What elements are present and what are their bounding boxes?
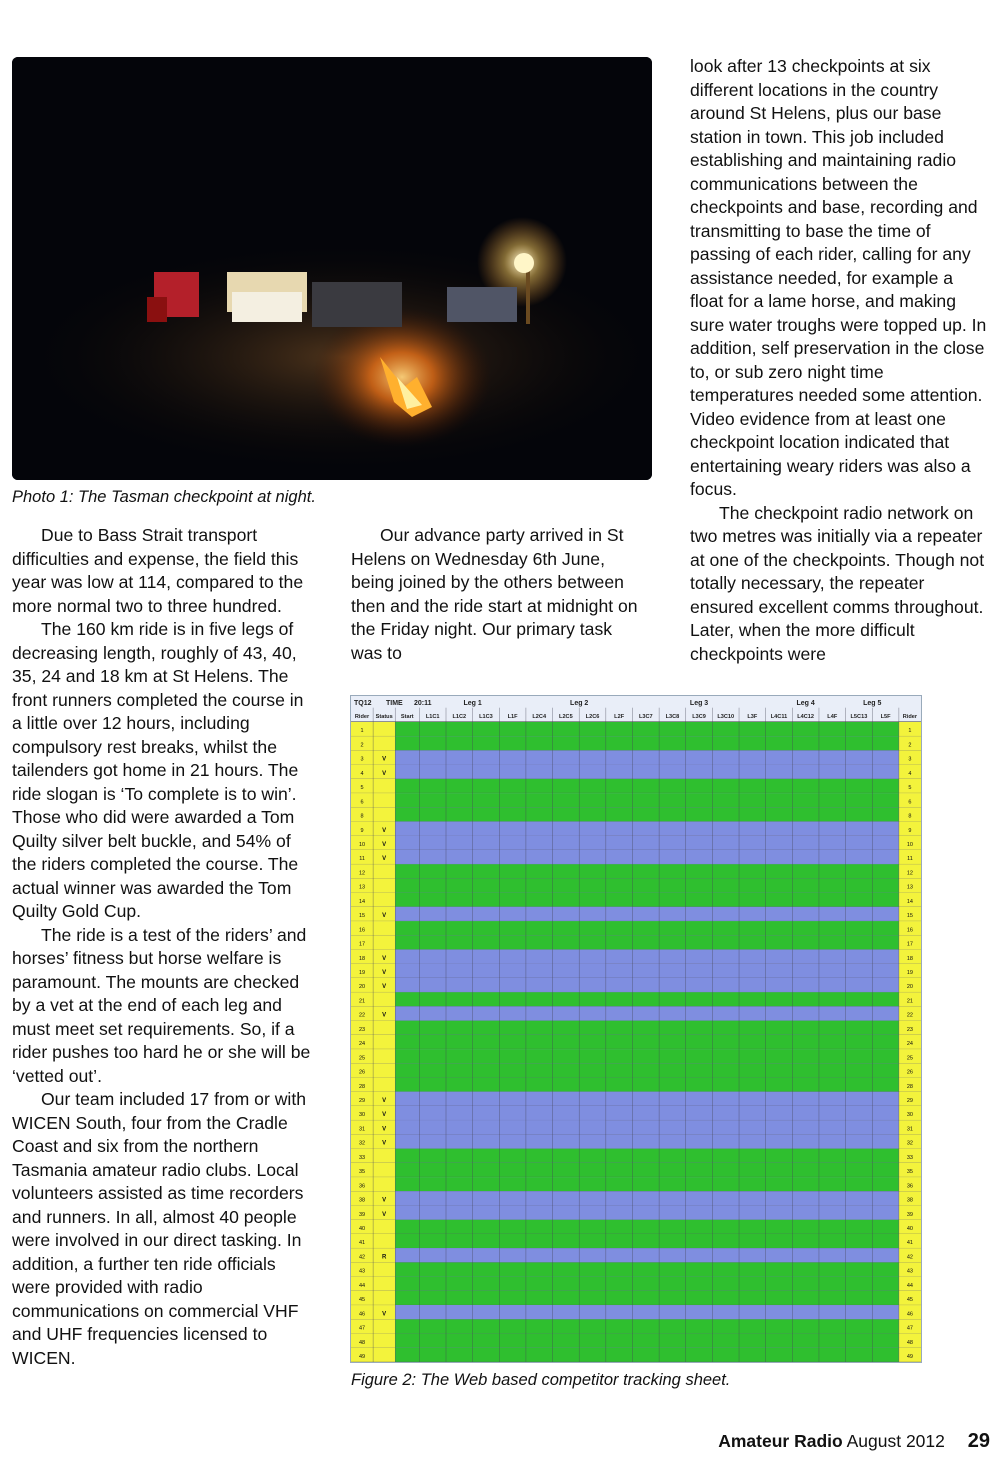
rider-status: V	[382, 770, 387, 777]
paragraph: Our advance party arrived in St Helens on Wednesday 6th June, being joined by the others between then and the ride start at midnight on the Friday night. Our primary task was to	[351, 525, 638, 663]
rider-number: 19	[358, 970, 366, 977]
rider-number: 23	[358, 1026, 366, 1033]
rider-number: 1	[360, 728, 364, 735]
column-header: L2C6	[585, 714, 600, 720]
rider-number: 41	[906, 1240, 914, 1247]
row-progress-fill	[395, 779, 899, 793]
column-header: L3C10	[717, 714, 735, 720]
row-progress-fill	[395, 793, 899, 807]
left-column	[12, 524, 316, 1370]
rider-status: V	[382, 1098, 387, 1105]
rider-status: V	[382, 756, 387, 763]
rider-number: 24	[358, 1041, 366, 1048]
rider-number: 41	[358, 1240, 366, 1247]
rider-status: V	[382, 1197, 387, 1204]
rider-status: V	[382, 1112, 387, 1119]
rider-status: V	[382, 827, 387, 834]
magazine-name: Amateur Radio	[718, 1431, 843, 1451]
row-progress-fill	[395, 1334, 899, 1348]
rider-number: 3	[360, 756, 364, 763]
rider-number: 2	[908, 742, 912, 749]
row-progress-fill	[395, 1134, 526, 1148]
rider-number: 21	[358, 998, 366, 1005]
rider-number: 42	[906, 1254, 914, 1261]
photo-caption: Photo 1: The Tasman checkpoint at night.	[12, 488, 316, 506]
rider-number: 26	[906, 1069, 914, 1076]
rider-number: 49	[906, 1354, 914, 1361]
rider-number: 13	[358, 884, 366, 891]
row-progress-fill	[395, 807, 899, 821]
rider-number: 32	[358, 1140, 366, 1147]
row-progress-fill	[395, 750, 499, 764]
rider-number: 16	[906, 927, 914, 934]
issue-date: August 2012	[846, 1431, 945, 1451]
rider-status: V	[382, 842, 387, 849]
rider-number: 31	[906, 1126, 914, 1133]
rider-status: V	[382, 955, 387, 962]
rider-number: 25	[358, 1055, 366, 1062]
row-progress-fill	[395, 978, 446, 992]
rider-number: 24	[906, 1041, 914, 1048]
rider-status: R	[382, 1254, 387, 1261]
leg-label: Leg 1	[463, 700, 482, 707]
rider-number: 11	[359, 856, 365, 863]
row-progress-fill	[395, 1120, 606, 1134]
rider-number: 12	[906, 870, 914, 877]
rider-number: 49	[358, 1354, 366, 1361]
rider-number: 40	[906, 1226, 914, 1233]
row-progress-fill	[395, 836, 606, 850]
row-progress-fill	[395, 1006, 606, 1020]
column-header: L3C7	[638, 714, 653, 720]
row-progress-fill	[395, 893, 899, 907]
column-header: L3C9	[692, 714, 706, 720]
column-header: L1C2	[452, 714, 467, 720]
rider-number: 8	[908, 813, 912, 820]
rider-status: V	[382, 1211, 387, 1218]
rider-number: 22	[358, 1012, 366, 1019]
column-header: L4F	[827, 714, 838, 720]
rider-status: V	[382, 856, 387, 863]
rider-number: 9	[908, 827, 912, 834]
column-header: L5F	[880, 714, 891, 720]
rider-number: 48	[358, 1339, 366, 1346]
rider-number: 38	[906, 1197, 914, 1204]
row-progress-fill	[395, 1291, 899, 1305]
row-progress-fill	[395, 964, 606, 978]
rider-number: 17	[358, 941, 366, 948]
row-progress-fill	[395, 1234, 899, 1248]
column-header: L1C1	[425, 714, 440, 720]
rider-number: 45	[906, 1297, 914, 1304]
rider-number: 15	[906, 913, 914, 920]
row-progress-fill	[395, 1092, 765, 1106]
row-progress-fill	[395, 1220, 899, 1234]
row-progress-fill	[395, 822, 606, 836]
rider-number: 21	[906, 998, 914, 1005]
rider-number: 36	[358, 1183, 366, 1190]
row-progress-fill	[395, 722, 899, 736]
column-header: L3C8	[665, 714, 680, 720]
page-number: 29	[967, 1430, 990, 1452]
rider-number: 47	[906, 1325, 914, 1332]
rider-number: 39	[906, 1211, 914, 1218]
row-progress-fill	[395, 1305, 579, 1319]
rider-status: V	[382, 1126, 387, 1133]
rider-number: 22	[906, 1012, 914, 1019]
rider-number: 2	[360, 742, 364, 749]
leg-label: Leg 2	[570, 700, 589, 707]
rider-number: 30	[358, 1112, 366, 1119]
column-header: L5C13	[850, 714, 868, 720]
rider-number: 10	[906, 842, 914, 849]
row-progress-fill	[395, 1021, 899, 1035]
rider-number: 31	[358, 1126, 366, 1133]
rider-number: 35	[358, 1169, 366, 1176]
rider-status: V	[382, 1140, 387, 1147]
leg-label: Leg 4	[796, 700, 815, 707]
rider-number: 8	[360, 813, 364, 820]
rider-number: 30	[906, 1112, 914, 1119]
rider-number: 42	[358, 1254, 366, 1261]
rider-number: 35	[906, 1169, 914, 1176]
row-progress-fill	[395, 1078, 899, 1092]
rider-number: 14	[906, 898, 914, 905]
header-title-text: TIME	[386, 700, 403, 707]
rider-number: 15	[358, 913, 366, 920]
rider-number: 36	[906, 1183, 914, 1190]
column-header: L1C3	[479, 714, 493, 720]
column-header: Rider	[902, 714, 918, 720]
rider-number: 45	[358, 1297, 366, 1304]
rider-status: V	[382, 1311, 387, 1318]
column-header: L4C11	[770, 714, 788, 720]
rider-number: 20	[358, 984, 366, 991]
row-progress-fill	[395, 992, 899, 1006]
upper-right-column	[690, 55, 990, 666]
rider-number: 29	[906, 1098, 914, 1105]
page-footer	[718, 1430, 990, 1452]
rider-number: 5	[908, 785, 912, 792]
rider-number: 39	[358, 1211, 366, 1218]
night-checkpoint-photo	[12, 57, 652, 480]
column-header: Start	[400, 714, 414, 720]
column-header: Rider	[354, 714, 370, 720]
row-progress-fill	[395, 1063, 899, 1077]
rider-number: 11	[907, 856, 913, 863]
rider-number: 43	[358, 1268, 366, 1275]
rider-number: 28	[358, 1083, 366, 1090]
row-progress-fill	[395, 950, 526, 964]
column-header: L2F	[614, 714, 625, 720]
row-progress-fill	[395, 1191, 552, 1205]
row-progress-fill	[395, 907, 632, 921]
rider-number: 16	[358, 927, 366, 934]
row-progress-fill	[395, 1149, 899, 1163]
rider-number: 33	[358, 1154, 366, 1161]
tracking-sheet-figure	[350, 695, 922, 1363]
rider-number: 6	[908, 799, 912, 806]
rider-number: 29	[358, 1098, 366, 1105]
rider-number: 40	[358, 1226, 366, 1233]
row-progress-fill	[395, 878, 899, 892]
header-title-text: 20:11	[414, 700, 432, 707]
row-progress-fill	[395, 1277, 899, 1291]
row-bg	[395, 978, 899, 992]
row-progress-fill	[395, 935, 899, 949]
rider-number: 17	[906, 941, 914, 948]
rider-status: V	[382, 913, 387, 920]
column-header: L2C5	[559, 714, 573, 720]
row-progress-fill	[395, 850, 845, 864]
row-progress-fill	[395, 1262, 899, 1276]
paragraph: The ride is a test of the riders’ and horses’ fitness but horse welfare is paramount. The mounts are checked by a vet at the end of each leg and must meet set requirements. So, if a rider pushes too hard he or she will be ‘vetted out’.	[12, 924, 311, 1086]
tracking-sheet-table	[351, 696, 921, 1362]
row-progress-fill	[395, 765, 792, 779]
rider-number: 47	[358, 1325, 366, 1332]
rider-number: 10	[358, 842, 366, 849]
row-progress-fill	[395, 1319, 899, 1333]
rider-number: 26	[358, 1069, 366, 1076]
row-progress-fill	[395, 1035, 899, 1049]
header-title-text: TQ12	[354, 700, 372, 707]
rider-number: 48	[906, 1339, 914, 1346]
rider-number: 14	[358, 898, 366, 905]
rider-number: 4	[908, 770, 912, 777]
paragraph: The 160 km ride is in five legs of decreasing length, roughly of 43, 40, 35, 24 and 18 km at St Helens. The front runners completed the course in a little over 12 hours, including compulsory rest breaks, whilst the tailenders got home in 21 hours. The ride slogan is ‘To complete is to win’. Those who did were awarded a Tom Quilty silver belt buckle, and 54% of the riders completed the course. The actual winner was awarded the Tom Quilty Gold Cup.	[12, 619, 304, 921]
figure-caption: Figure 2: The Web based competitor tracking sheet.	[351, 1371, 731, 1389]
rider-number: 20	[906, 984, 914, 991]
column-header: L1F	[507, 714, 518, 720]
rider-number: 38	[358, 1197, 366, 1204]
column-header: L4C12	[797, 714, 815, 720]
row-progress-fill	[395, 1049, 899, 1063]
rider-number: 18	[358, 955, 366, 962]
row-progress-fill	[395, 1106, 845, 1120]
row-progress-fill	[395, 1163, 899, 1177]
rider-number: 32	[906, 1140, 914, 1147]
row-progress-fill	[395, 921, 899, 935]
rider-number: 6	[360, 799, 364, 806]
rider-number: 28	[906, 1083, 914, 1090]
rider-number: 4	[360, 770, 364, 777]
rider-number: 46	[358, 1311, 366, 1318]
rider-number: 13	[906, 884, 914, 891]
rider-number: 19	[906, 970, 914, 977]
middle-column	[351, 524, 641, 665]
leg-label: Leg 5	[863, 700, 882, 707]
rider-number: 9	[360, 827, 364, 834]
rider-number: 25	[906, 1055, 914, 1062]
row-progress-fill	[395, 1177, 899, 1191]
leg-label: Leg 3	[689, 700, 709, 707]
column-header: Status	[375, 714, 393, 720]
row-progress-fill	[395, 1348, 899, 1362]
paragraph: Our team included 17 from or with WICEN South, four from the Cradle Coast and six from the northern Tasmania amateur radio clubs. Local volunteers assisted as time recorders and runners. In all, almost 40 people were involved in our direct tasking. In addition, a further ten ride officials were provided with radio communications on commercial VHF and UHF frequencies licensed to WICEN.	[12, 1089, 306, 1368]
rider-number: 1	[908, 728, 912, 735]
rider-number: 33	[906, 1154, 914, 1161]
column-header: L3F	[747, 714, 758, 720]
row-progress-fill	[395, 1248, 499, 1262]
paragraph: The checkpoint radio network on two metres was initially via a repeater at one of the checkpoints. Though not totally necessary, the repeater ensured excellent comms throughout. Later, when the more difficult checkpoints were	[690, 502, 985, 664]
rider-number: 3	[908, 756, 912, 763]
rider-status: V	[382, 970, 387, 977]
rider-number: 43	[906, 1268, 914, 1275]
paragraph: Due to Bass Strait transport difficulties and expense, the field this year was low at 114, compared to the more normal two to three hundred.	[12, 525, 304, 616]
rider-number: 12	[358, 870, 366, 877]
rider-number: 44	[358, 1282, 366, 1289]
rider-number: 18	[906, 955, 914, 962]
rider-status: V	[382, 984, 387, 991]
row-progress-fill	[395, 736, 899, 750]
night-scene-illustration	[12, 57, 652, 480]
rider-number: 5	[360, 785, 364, 792]
column-header: L2C4	[532, 714, 547, 720]
rider-number: 46	[906, 1311, 914, 1318]
rider-number: 23	[906, 1026, 914, 1033]
row-progress-fill	[395, 1206, 765, 1220]
rider-number: 44	[906, 1282, 914, 1289]
paragraph: look after 13 checkpoints at six different locations in the country around St Helens, plus our base station in town. This job included establishing and maintaining radio communications between the checkpoints and base, recording and transmitting to base the time of passing of each rider, calling for any assistance needed, for example a float for a lame horse, and making sure water troughs were topped up. In addition, self preservation in the close to, or sub zero night time temperatures needed some attention. Video evidence from at least one checkpoint location indicated that entertaining weary riders was also a focus.	[690, 56, 987, 499]
rider-status: V	[382, 1012, 387, 1019]
row-progress-fill	[395, 864, 899, 878]
